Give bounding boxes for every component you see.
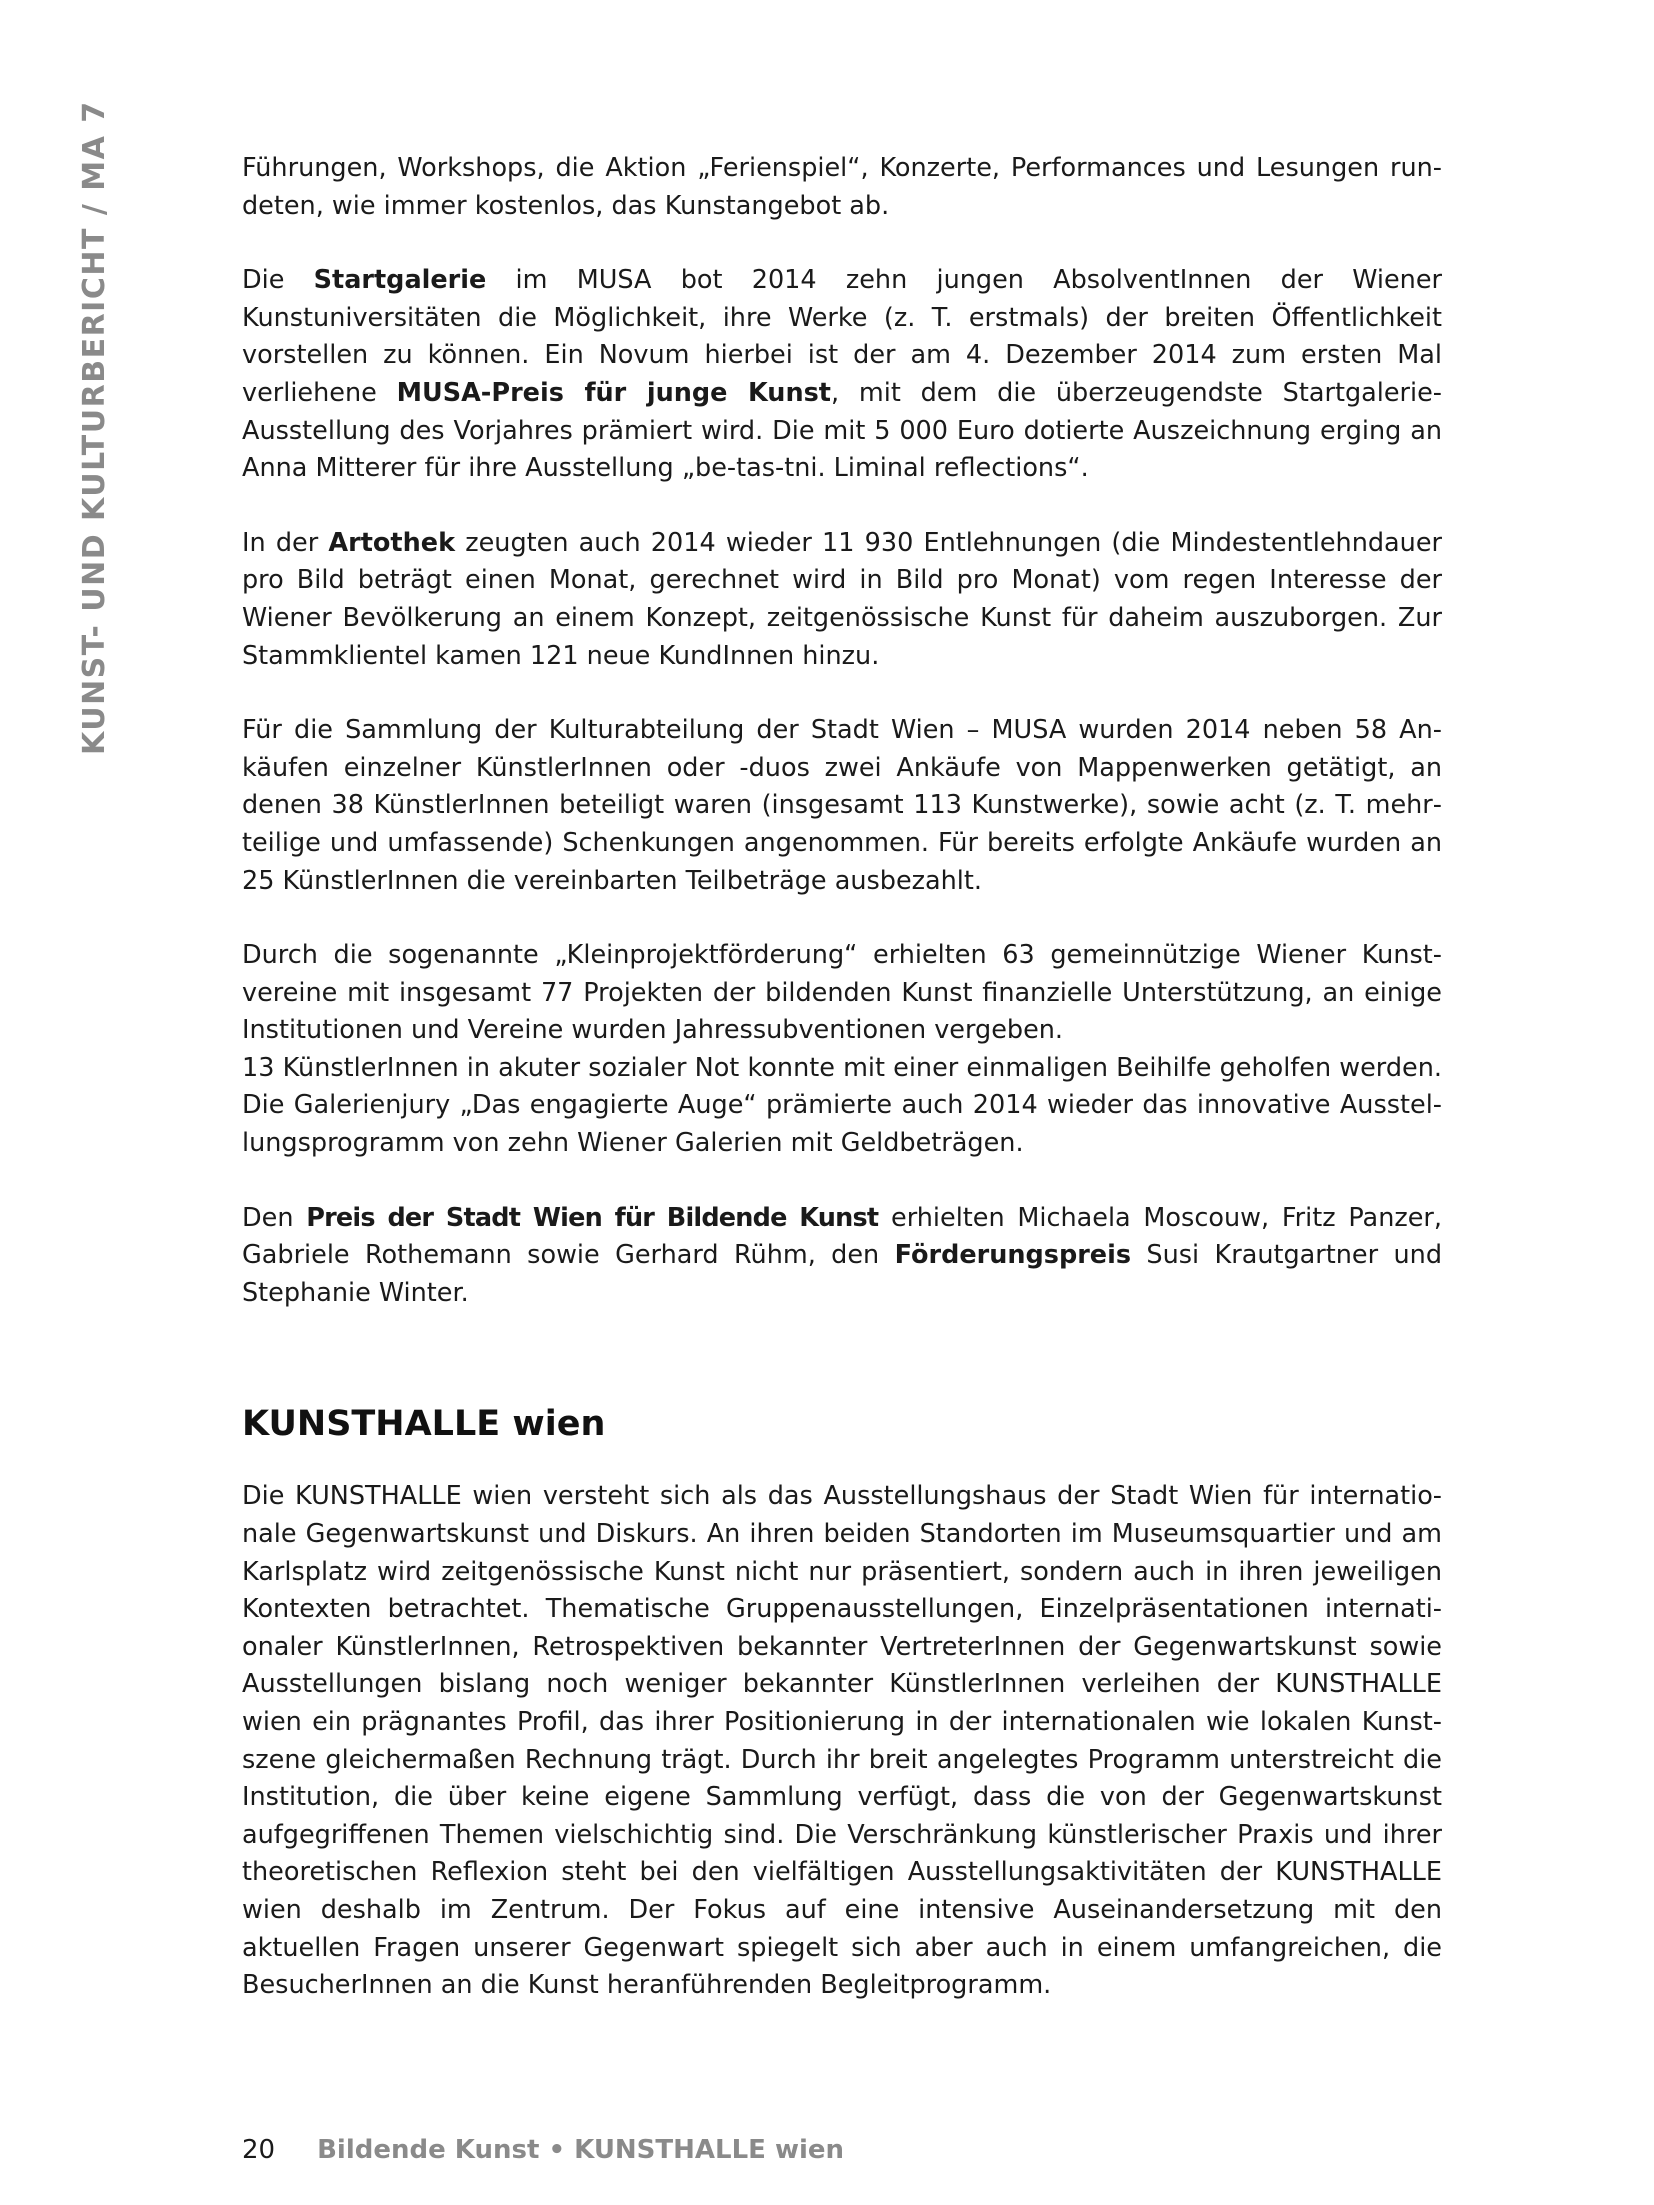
paragraph-text: Durch die sogenannte „Kleinprojektförderung“ erhielten 63 gemeinnützige Wiener Kunstvereine mit insgesamt 77 Projekten der bildenden Kunst finanzielle Unterstützung, an einige Institutionen und Vereine wurden Jahressubventionen vergeben.: [242, 940, 1442, 1046]
paragraph-text: Für die Sammlung der Kulturabteilung der Stadt Wien – MUSA wurden 2014 neben 58 Ankäufen einzelner KünstlerInnen oder -duos zwei Ankäufe von Mappenwerken getätigt, an denen 38 KünstlerInnen beteiligt waren (insgesamt 113 Kunstwerke), sowie acht (z. T. mehrteilige und umfassende) Schenkungen angenommen. Für bereits erfolgte Ankäufe wurden an 25 KünstlerInnen die vereinbarten Teilbeträge ausbezahlt.: [242, 715, 1442, 896]
paragraph-text: Die: [242, 265, 314, 296]
paragraph-artothek: [242, 525, 1442, 675]
section-heading: KUNSTHALLE wien: [242, 1404, 606, 1445]
paragraph-text: In der: [242, 527, 329, 558]
paragraph-kunsthalle: Die KUNSTHALLE wien versteht sich als das Ausstellungshaus der Stadt Wien für internationale Gegenwartskunst und Diskurs. An ihren beiden Standorten im Museumsquartier und am Karlsplatz wird zeitgenössische Kunst nicht nur präsentiert, sondern auch in ihren jeweiligen Kontexten betrachtet. Thematische Gruppenausstellungen, Einzelpräsentationen internationaler KünstlerInnen, Retrospektiven bekannter VertreterInnen der Gegenwartskunst sowie Ausstellungen bislang noch weniger bekannter KünstlerInnen verleihen der KUNSTHALLE wien ein prägnantes Profil, das ihrer Positionierung in der internationalen wie lokalen Kunstszene gleichermaßen Rechnung trägt. Durch ihr breit angelegtes Programm unterstreicht die Institution, die über keine eigene Sammlung verfügt, dass die von der Gegenwartskunst aufgegriffenen Themen vielschichtig sind. Die Verschränkung künstlerischer Praxis und ihrer theoretischen Reflexion steht bei den vielfältigen Ausstellungsaktivitäten der KUNSTHALLE wien deshalb im Zentrum. Der Fokus auf eine intensive Auseinandersetzung mit den aktuellen Fragen unserer Gegenwart spiegelt sich aber auch in einem umfangreichen, die BesucherInnen an die Kunst heranführenden Begleitprogramm.: [242, 1481, 1442, 2001]
paragraph-kleinprojektfoerderung: [242, 937, 1442, 1163]
paragraph-text: im MUSA bot 2014 zehn jungen AbsolventInnen der Wiener Kunstuniversitäten die Möglichkeit, ihre Werke (z. T. erstmals) der breiten Öffentlichkeit vorstellen zu können. Ein Novum hierbei ist der am 4. Dezember 2014 zum ersten Mal verliehene: [242, 265, 1443, 408]
paragraph-text: Führungen, Workshops, die Aktion „Ferienspiel“, Konzerte, Performances und Lesungen rundeten, wie immer kostenlos, das Kunstangebot ab.: [242, 153, 1442, 221]
page-footer: [242, 2133, 1142, 2167]
paragraph-text-continued: 13 KünstlerInnen in akuter sozialer Not konnte mit einer einmaligen Beihilfe geholfen werden. Die Galerienjury „Das engagierte Auge“ prämierte auch 2014 wieder das innovative Ausstellungsprogramm von zehn Wiener Galerien mit Geldbeträgen.: [242, 1052, 1442, 1159]
paragraph-text: erhielten Michaela Moscouw, Fritz Panzer, Gabriele Rothemann sowie Gerhard Rühm, den: [242, 1202, 1443, 1271]
bold-term-artothek: Artothek: [328, 527, 456, 558]
paragraph-text: Den: [242, 1202, 307, 1233]
paragraph-startgalerie: [242, 262, 1442, 488]
paragraph-sammlung: [242, 712, 1442, 900]
paragraph-text: zeugten auch 2014 wieder 11 930 Entlehnungen (die Mindestentlehndauer pro Bild beträgt einen Monat, gerechnet wird in Bild pro Monat) vom regen Interesse der Wiener Bevölkerung an einem Konzept, zeitgenössische Kunst für daheim auszuborgen. Zur Stammklientel kamen 121 neue KundInnen hinzu.: [242, 527, 1442, 671]
paragraph-text: Susi Krautgartner und Stephanie Winter.: [242, 1240, 1442, 1308]
footer-section-title: Bildende Kunst • KUNSTHALLE wien: [317, 2135, 845, 2165]
paragraph-text: , mit dem die überzeugendste Startgalerie-Ausstellung des Vorjahres prämiert wird. Die mit 5 000 Euro dotierte Auszeichnung erging an Anna Mitterer für ihre Ausstellung „be-tas-tni. Liminal reflections“.: [242, 377, 1442, 484]
side-running-title: KUNST- UND KULTURBERICHT / MA 7: [77, 100, 112, 755]
bold-term-foerderungspreis: Förderungspreis: [894, 1240, 1131, 1271]
page-content: [242, 150, 1442, 2042]
bold-term-preis-stadt-wien: Preis der Stadt Wien für Bildende Kunst: [306, 1202, 879, 1233]
paragraph-guided-tours: [242, 150, 1442, 225]
paragraph-preis-stadt-wien: [242, 1200, 1442, 1313]
bold-term-startgalerie: Startgalerie: [313, 265, 487, 296]
page-number: 20: [242, 2135, 276, 2165]
bold-term-musa-preis: MUSA-Preis für junge Kunst: [396, 377, 831, 408]
